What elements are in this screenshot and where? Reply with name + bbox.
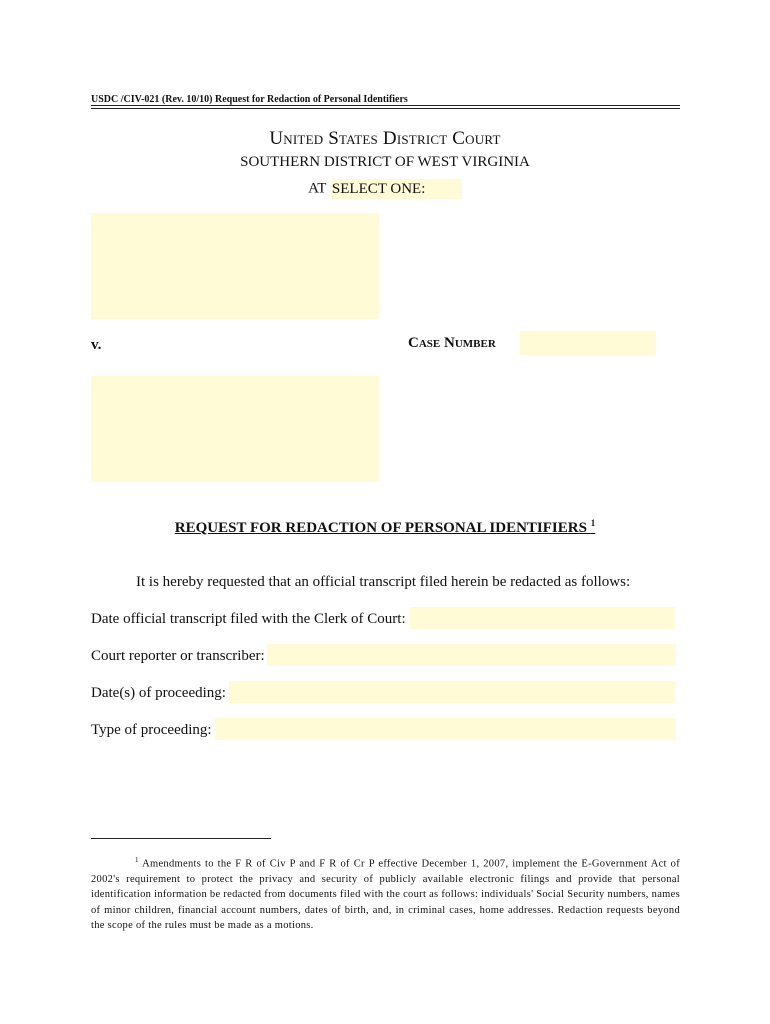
transcript-date-label: Date official transcript filed with the Clerk of Court:	[91, 611, 406, 627]
footnote-rule	[91, 838, 271, 839]
request-heading-text: REQUEST FOR REDACTION OF PERSONAL IDENTIFIERS	[174, 520, 587, 536]
proceeding-dates-field[interactable]	[229, 681, 675, 703]
court-title: United States District Court	[269, 128, 501, 149]
proceeding-dates-label: Date(s) of proceeding:	[91, 685, 226, 701]
request-intro: It is hereby requested that an official transcript filed herein be redacted as follows:	[136, 574, 631, 590]
header-rule-thick	[91, 108, 680, 109]
footnote-marker: 1	[135, 856, 139, 864]
proceeding-type-field[interactable]	[215, 718, 676, 740]
form-identifier: USDC /CIV-021 (Rev. 10/10) Request for Redaction of Personal Identifiers	[91, 94, 408, 105]
defendant-field[interactable]	[91, 376, 379, 482]
versus-label: v.	[91, 337, 102, 353]
reporter-field[interactable]	[267, 644, 676, 666]
plaintiff-field[interactable]	[91, 213, 379, 319]
case-number-field[interactable]	[520, 331, 656, 355]
request-heading	[0, 518, 770, 537]
header-rule-thin	[91, 105, 680, 106]
reporter-label: Court reporter or transcriber:	[91, 648, 265, 664]
court-district: SOUTHERN DISTRICT OF WEST VIRGINIA	[240, 154, 530, 170]
transcript-date-field[interactable]	[410, 607, 675, 629]
case-number-label: Case Number	[408, 335, 496, 351]
footnote-text: Amendments to the F R of Civ P and F R of Cr P effective December 1, 2007, implement the E-Government Act of 2002's requirement to protect the privacy and security of publicly available electronic filings and provide that personal identification information be redacted from documents filed with the court as follows: individuals' Social Security numbers, names of minor children, financial account numbers, dates of birth, and, in criminal cases, home addresses. Redaction requests beyond the scope of the rules must be made as a motions.	[91, 858, 680, 932]
at-label: AT	[308, 180, 327, 197]
request-footnote-marker: 1	[590, 518, 596, 528]
court-location-line	[0, 179, 770, 199]
location-select[interactable]: SELECT ONE:	[332, 179, 462, 199]
footnote	[91, 853, 680, 934]
proceeding-type-label: Type of proceeding:	[91, 722, 212, 738]
